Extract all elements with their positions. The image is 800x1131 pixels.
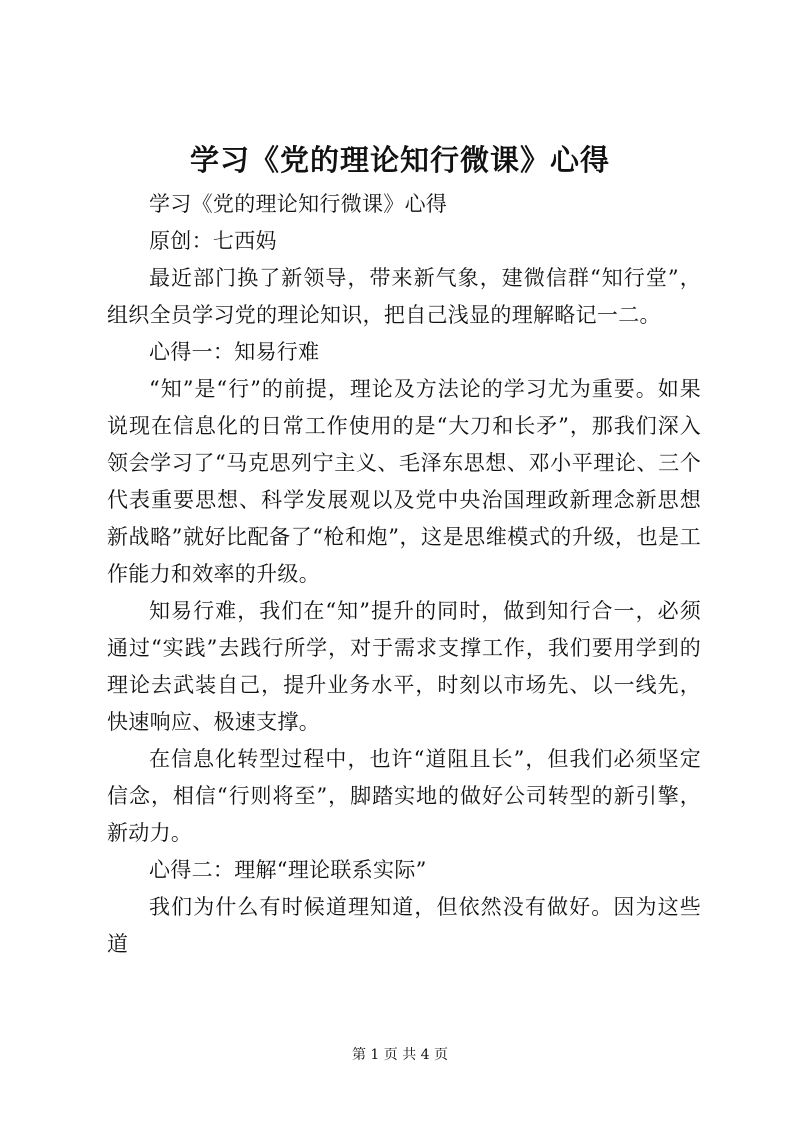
paragraph-knowledge-action: “知”是“行”的前提，理论及方法论的学习尤为重要。如果说现在信息化的日常工作使用的是“大刀和长矛”，那我们深入领会学习了“马克思列宁主义、毛泽东思想、邓小平理论、三个代表重要思想、科学发展观以及党中央治国理政新理念新思想新战略”就好比配备了“枪和炮”，这是思维模式的升级，也是工作能力和效率的升级。 [107,377,701,586]
paragraph-author: 原创：七西妈 [149,229,277,253]
document-title: 学习《党的理论知行微课》心得 [189,143,610,177]
document-body [107,186,701,963]
paragraph-transformation: 在信息化转型过程中，也许“道阻且长”，但我们必须坚定信念，相信“行则将至”，脚踏实地的做好公司转型的新引擎，新动力。 [107,747,701,845]
page-number-footer: 第 1 页 共 4 页 [351,1047,449,1063]
heading-insight-two: 心得二：理解“理论联系实际” [149,858,427,882]
paragraph-subtitle: 学习《党的理论知行微课》心得 [149,192,448,216]
paragraph-intro: 最近部门换了新领导，带来新气象，建微信群“知行堂”，组织全员学习党的理论知识，把自己浅显的理解略记一二。 [107,266,701,327]
paragraph-theory-practice: 我们为什么有时候道理知道，但依然没有做好。因为这些道 [107,895,701,956]
heading-insight-one: 心得一：知易行难 [149,340,320,364]
paragraph-practice: 知易行难，我们在“知”提升的同时，做到知行合一，必须通过“实践”去践行所学，对于需求支撑工作，我们要用学到的理论去武装自己，提升业务水平，时刻以市场先、以一线先，快速响应、极速支撑。 [107,599,701,734]
